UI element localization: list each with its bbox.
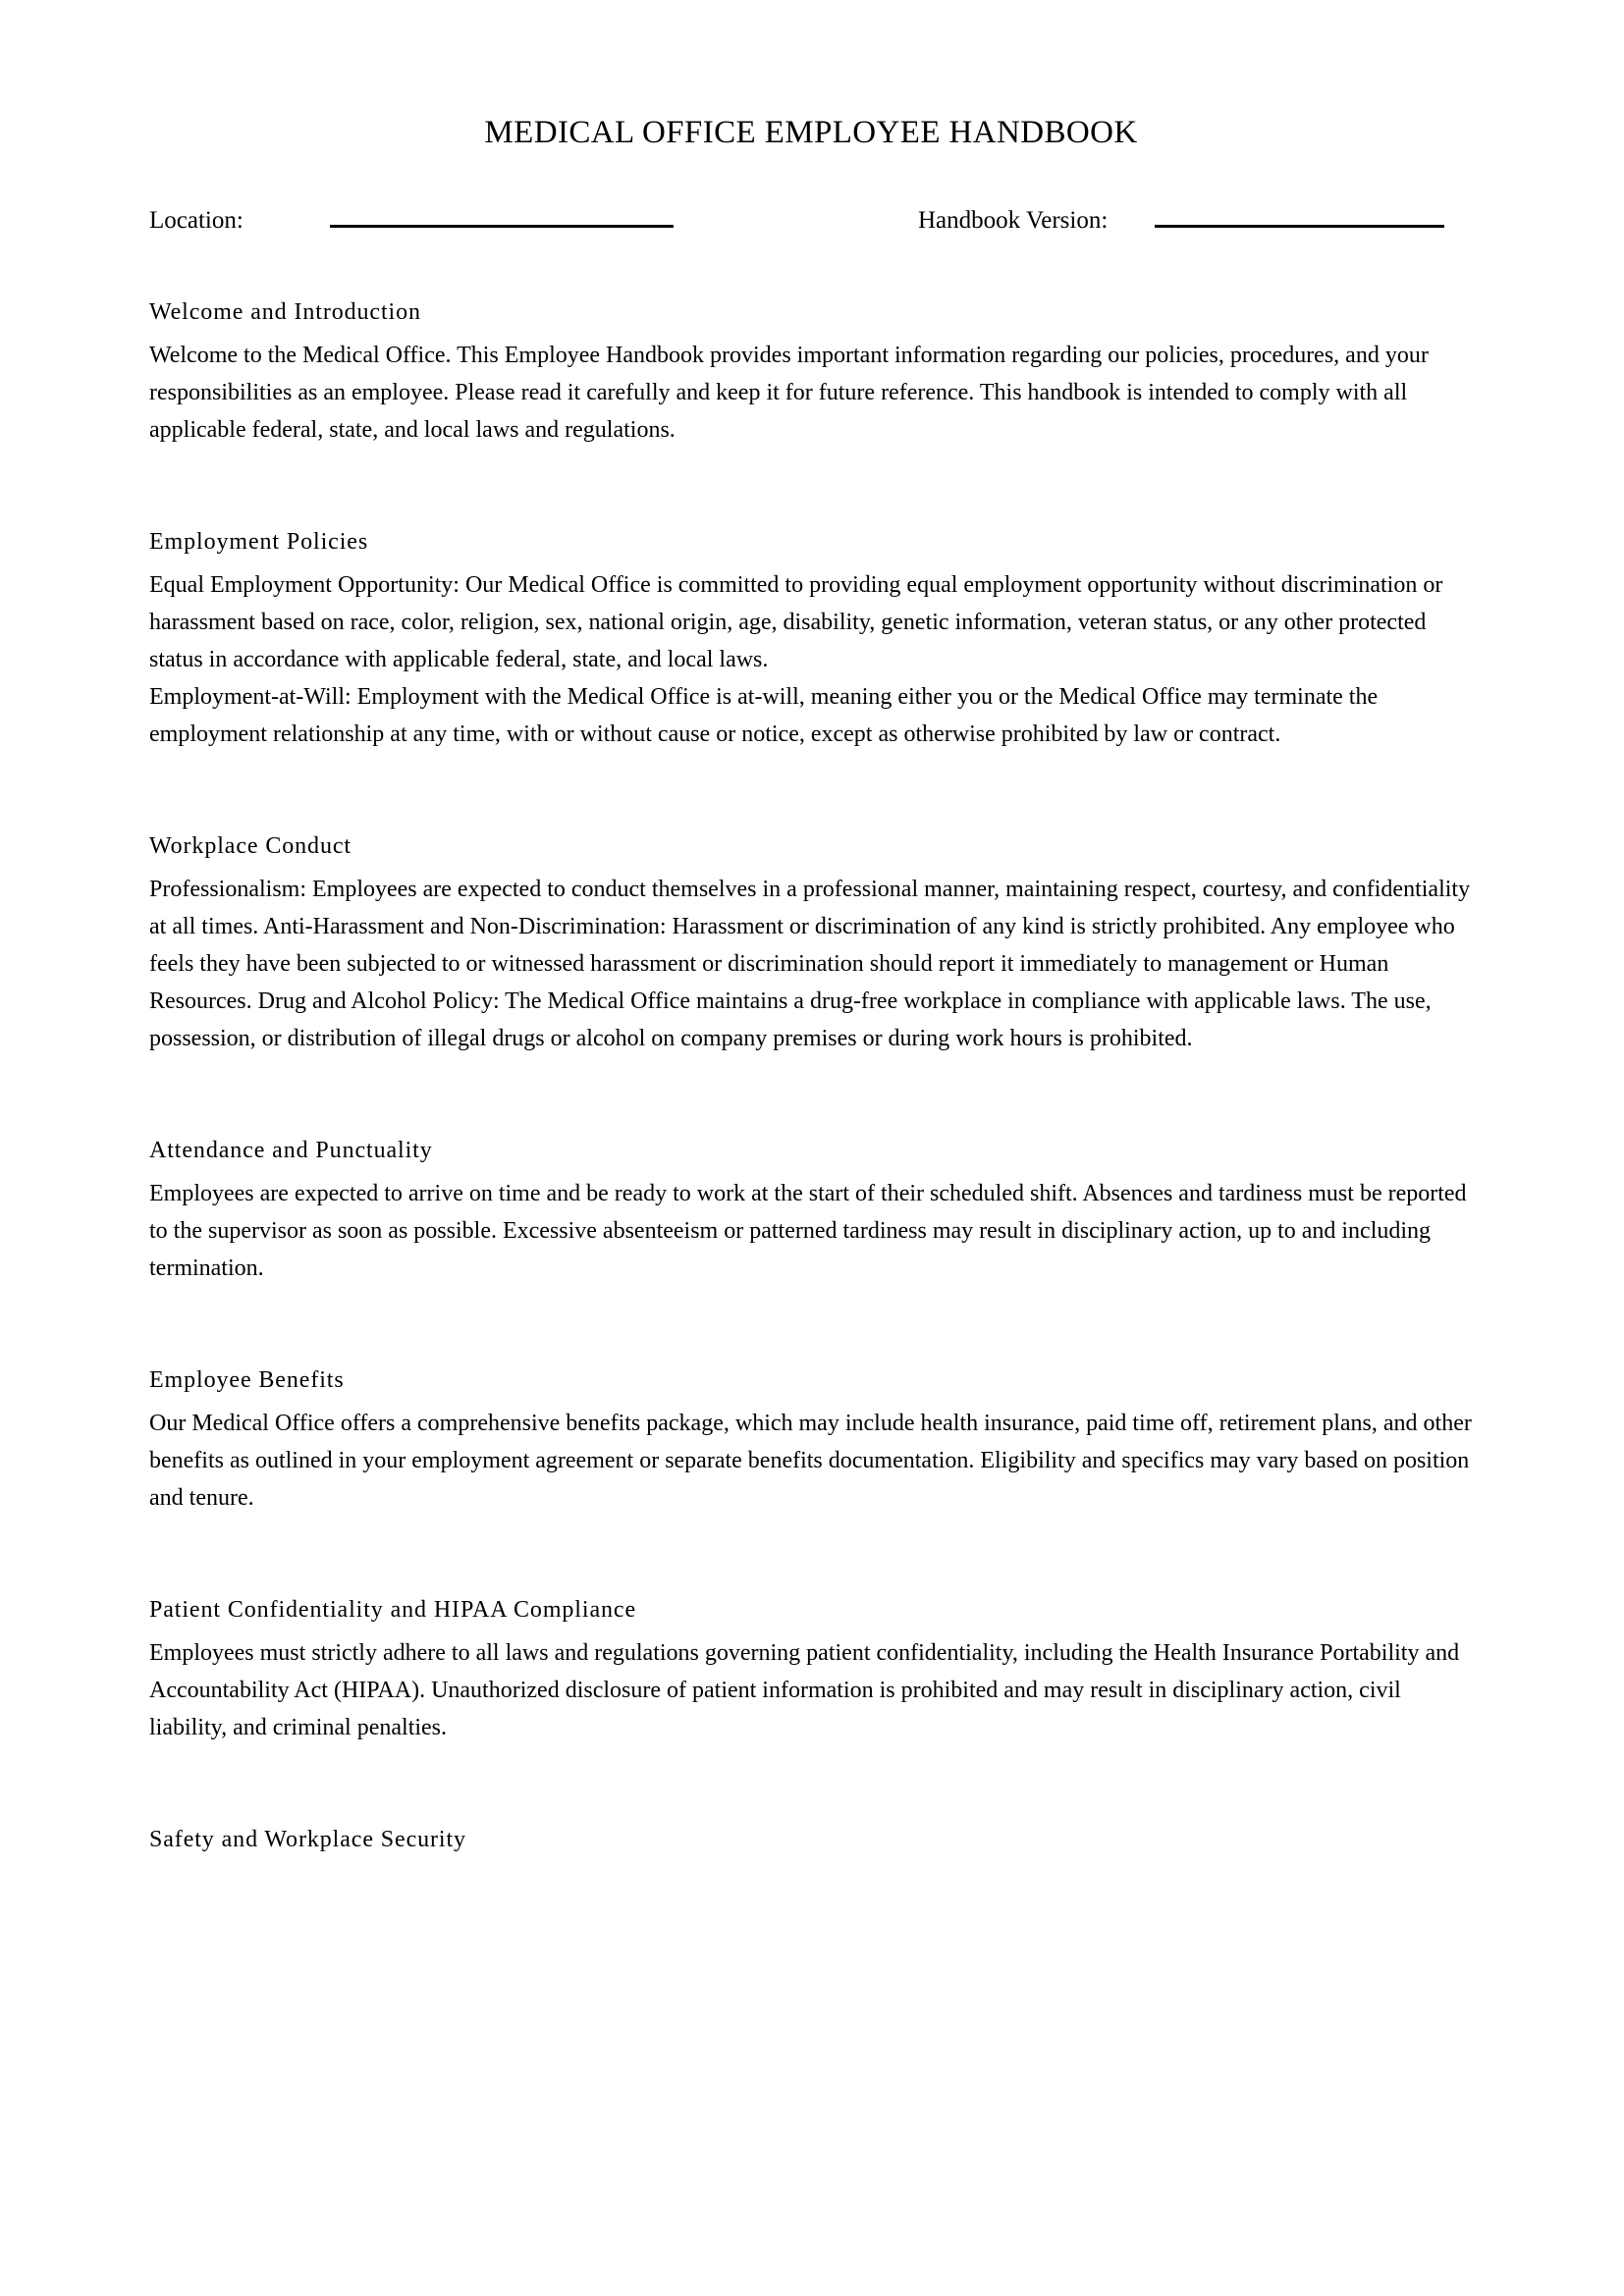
header-field-row xyxy=(149,199,1473,242)
section-paragraph: Employees are expected to arrive on time and be ready to work at the start of their scheduled shift. Absences and tardiness must be reported to the supervisor as soon as possible. Excessive absenteeism or patterned tardiness may result in disciplinary action, up to and including termination. xyxy=(149,1181,1467,1281)
section-safety-and-workplace-security xyxy=(149,1821,1473,1858)
section-heading: Employment Policies xyxy=(149,529,369,555)
section-list xyxy=(149,294,1473,1858)
page-title: MEDICAL OFFICE EMPLOYEE HANDBOOK xyxy=(484,115,1138,150)
location-label: Location: xyxy=(149,207,244,234)
section-attendance-and-punctuality xyxy=(149,1132,1473,1287)
section-paragraph: Employment-at-Will: Employment with the Medical Office is at-will, meaning either you or the Medical Office may terminate the employment relationship at any time, with or without cause or notice, except as otherwise prohibited by law or contract. xyxy=(149,684,1379,747)
section-paragraph: Welcome to the Medical Office. This Employee Handbook provides important information regarding our policies, procedures, and your responsibilities as an employee. Please read it carefully and keep it for future reference. This handbook is intended to comply with all applicable federal, state, and local laws and regulations. xyxy=(149,343,1429,443)
section-workplace-conduct xyxy=(149,828,1473,1057)
handbook-version-field xyxy=(918,199,1444,236)
location-input[interactable] xyxy=(330,199,674,228)
handbook-version-input[interactable] xyxy=(1155,199,1444,228)
section-paragraph: Equal Employment Opportunity: Our Medical Office is committed to providing equal employment opportunity without discrimination or harassment based on race, color, religion, sex, national origin, age, disability, genetic information, veteran status, or any other protected status in accordance with applicable federal, state, and local laws. xyxy=(149,572,1443,672)
section-employee-benefits xyxy=(149,1362,1473,1517)
section-paragraph: Employees must strictly adhere to all laws and regulations governing patient confidentiality, including the Health Insurance Portability and Accountability Act (HIPAA). Unauthorized disclosure of patient information is prohibited and may result in disciplinary action, civil liability, and criminal penalties. xyxy=(149,1640,1460,1740)
section-employment-policies xyxy=(149,523,1473,753)
section-heading: Patient Confidentiality and HIPAA Compliance xyxy=(149,1597,636,1623)
section-heading: Safety and Workplace Security xyxy=(149,1827,466,1852)
section-paragraph: Our Medical Office offers a comprehensive benefits package, which may include health insurance, paid time off, retirement plans, and other benefits as outlined in your employment agreement or separate benefits documentation. Eligibility and specifics may vary based on position and tenure. xyxy=(149,1411,1472,1511)
handbook-version-label: Handbook Version: xyxy=(918,207,1109,234)
section-heading: Attendance and Punctuality xyxy=(149,1138,433,1163)
section-paragraph: Professionalism: Employees are expected to conduct themselves in a professional manner, maintaining respect, courtesy, and confidentiality at all times. Anti-Harassment and Non-Discrimination: Harassment or discrimination of any kind is strictly prohibited. Any employee who feels they have been subjected to or witnessed harassment or discrimination should report it immediately to management or Human Resources. Drug and Alcohol Policy: The Medical Office maintains a drug-free workplace in compliance with applicable laws. The use, possession, or distribution of illegal drugs or alcohol on company premises or during work hours is prohibited. xyxy=(149,877,1471,1051)
section-heading: Workplace Conduct xyxy=(149,833,352,859)
section-patient-confidentiality-and-hipaa-compliance xyxy=(149,1591,1473,1746)
document-content xyxy=(149,0,1473,1864)
location-field xyxy=(149,199,674,236)
section-heading: Employee Benefits xyxy=(149,1367,345,1393)
section-welcome-and-introduction xyxy=(149,294,1473,449)
section-heading: Welcome and Introduction xyxy=(149,299,421,325)
